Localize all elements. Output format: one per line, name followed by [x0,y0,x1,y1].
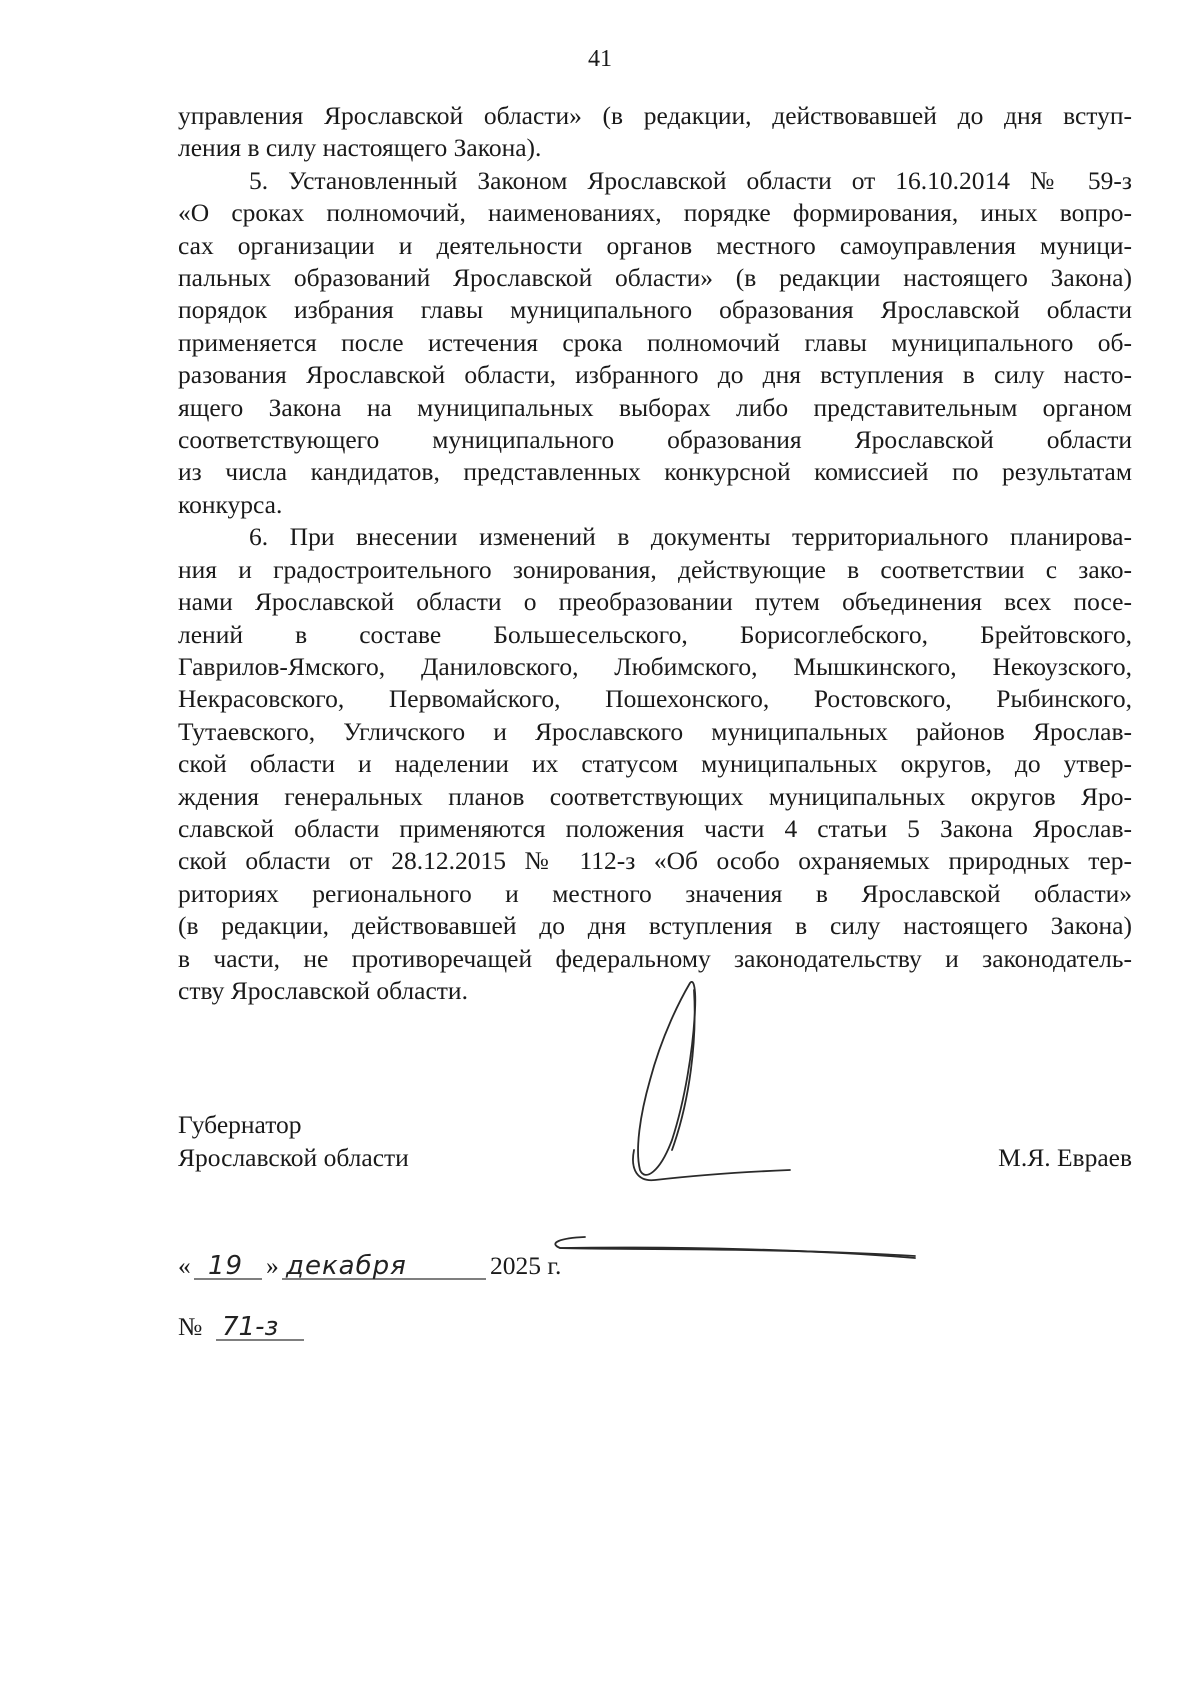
date-open-quote: « [178,1251,191,1280]
text-line: нами Ярославской области о преобразовании путем объединения всех посе- [178,587,1132,617]
date-month: декабря [286,1251,407,1281]
signature-loop [638,982,695,1175]
paragraph-5-start: 5. Установленный Законом Ярославской области от 16.10.2014 № 59-з [249,165,1132,195]
date-underlines [178,1243,698,1289]
text-line: сах организации и деятельности органов местного самоуправления муници- [178,230,1132,260]
date-close-quote: » [266,1251,279,1280]
text-line: конкурса. [178,489,283,519]
text-line: ния и градостроительного зонирования, действующие в соответствии с зако- [178,554,1132,584]
signing-date [178,1243,698,1289]
text-line: Некрасовского, Первомайского, Пошехонского, Ростовского, Рыбинского, [178,684,1132,714]
text-line: «О сроках полномочий, наименованиях, порядке формирования, иных вопро- [178,198,1132,228]
text-line: разования Ярославской области, избранного до дня вступления в силу насто- [178,360,1132,390]
number-label: № [178,1312,203,1341]
signatory-title-line1: Губернатор [178,1110,302,1139]
date-day: 19 [208,1251,244,1281]
text-line: управления Ярославской области» (в редакции, действовавшей до дня вступ- [178,101,1132,130]
signature-stroke [672,990,695,1150]
text-line: ящего Закона на муниципальных выборах либо представительным органом [178,392,1132,422]
text-line: Тутаевского, Угличского и Ярославского муниципальных районов Ярослав- [178,716,1132,746]
signatory-title-line2: Ярославской области [178,1143,409,1172]
law-text [178,100,1132,1007]
signatory-title [178,1108,409,1174]
text-line: пальных образований Ярославской области» (в редакции настоящего Закона) [178,263,1132,293]
signature-sweep [633,1150,790,1180]
law-number [178,1304,378,1350]
text-line: ству Ярославской области. [178,975,468,1005]
text-line: соответствующего муниципального образования Ярославской области [178,425,1132,455]
date-year: 2025 г. [490,1251,562,1280]
page-number: 41 [588,46,612,72]
text-line: ления в силу настоящего Закона). [178,133,542,163]
number-value: 71-з [222,1312,279,1342]
signatory-name: М.Я. Евраев [998,1143,1132,1172]
number-underline [178,1304,378,1350]
text-line: Гаврилов-Ямского, Даниловского, Любимского, Мышкинского, Некоузского, [178,651,1132,681]
text-line: лений в составе Большесельского, Борисоглебского, Брейтовского, [178,619,1132,649]
text-line: применяется после истечения срока полномочий главы муниципального об- [178,327,1132,357]
text-line: ской области и наделении их статусом муниципальных округов, до утвер- [178,749,1132,779]
text-line: ской области от 28.12.2015 № 112-з «Об особо охраняемых природных тер- [178,846,1132,876]
text-line: риториях регионального и местного значения в Ярославской области» [178,878,1132,908]
text-line: порядок избрания главы муниципального образования Ярославской области [178,295,1132,325]
paragraph-6-start: 6. При внесении изменений в документы территориального планирова- [249,522,1132,552]
text-line: из числа кандидатов, представленных конкурсной комиссией по результатам [178,457,1132,487]
text-line: ждения генеральных планов соответствующих муниципальных округов Яро- [178,781,1132,811]
text-line: (в редакции, действовавшей до дня вступления в силу настоящего Закона) [178,911,1132,941]
text-line: в части, не противоречащей федеральному законодательству и законодатель- [178,943,1132,973]
text-line: славской области применяются положения части 4 статьи 5 Закона Ярослав- [178,813,1132,843]
